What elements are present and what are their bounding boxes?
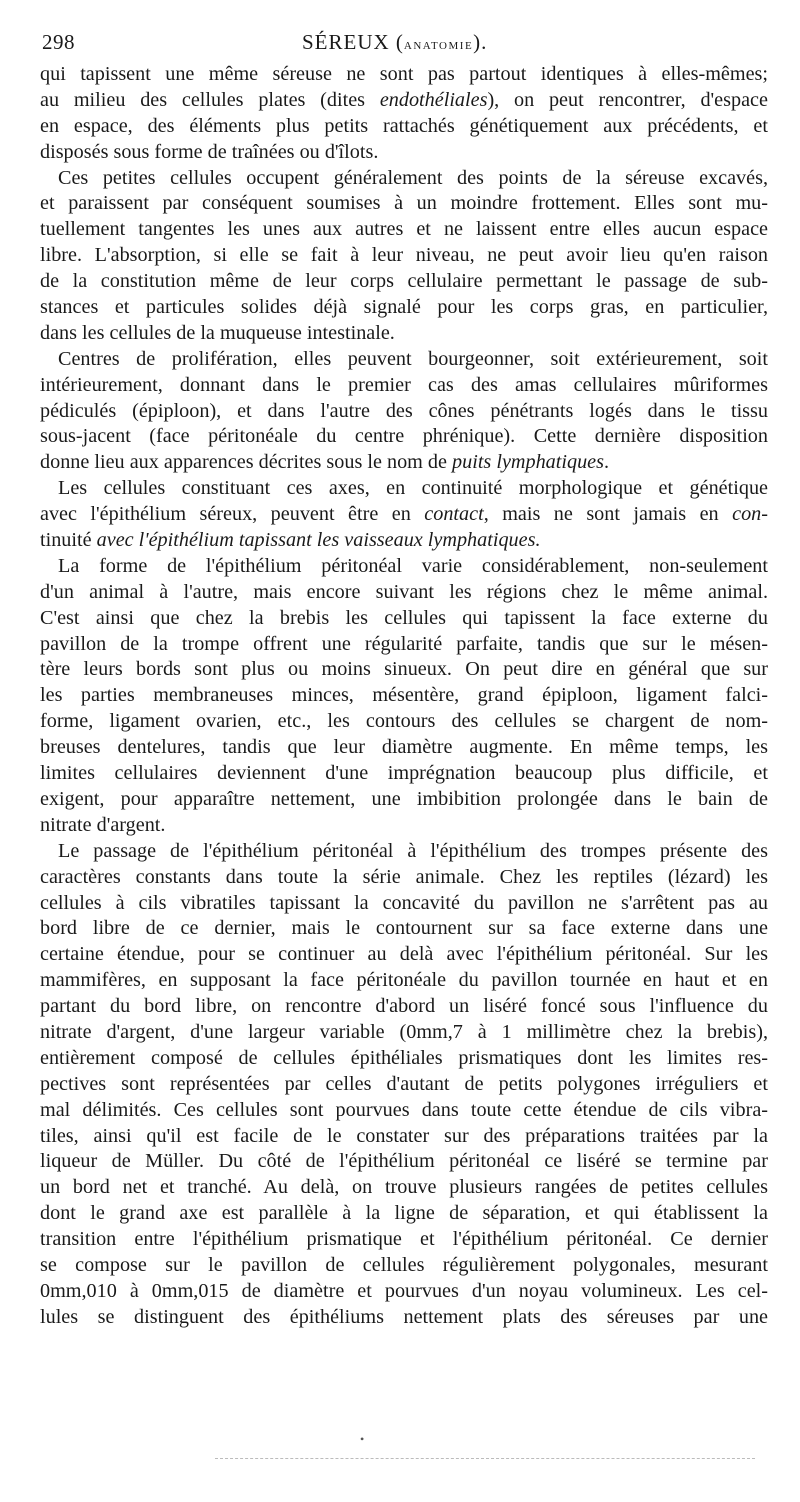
running-title-end: ). xyxy=(473,30,488,54)
text-line: et paraissent par conséquent soumises à un moindre frottement. Elles sont mu- xyxy=(40,192,768,215)
text-line: de la constitution même de leur corps cellulaire permettant le passage de sub- xyxy=(40,270,768,293)
text-line: bord libre de ce dernier, mais le contournent sur sa face externe dans une xyxy=(40,917,768,940)
italic-term: avec l'épithélium tapissant les vaisseaux lymphatiques. xyxy=(91,529,541,552)
text-line: La forme de l'épithélium péritonéal varie considérablement, non-seulement xyxy=(58,554,768,577)
running-title xyxy=(302,30,487,55)
text-line: certaine étendue, pour se continuer au delà avec l'épithélium péritonéal. Sur les xyxy=(40,943,768,966)
text-line: entièrement composé de cellules épithéliales prismatiques dont les limites res- xyxy=(40,1046,768,1069)
text-line: cellules à cils vibratiles tapissant la concavité du pavillon ne s'arrêtent pas au xyxy=(40,891,768,914)
text-line: se compose sur le pavillon de cellules régulièrement polygonales, mesurant xyxy=(40,1253,768,1276)
italic-term: con- xyxy=(732,503,768,526)
text-line: dont le grand axe est parallèle à la ligne de séparation, et qui établissent la xyxy=(40,1202,768,1225)
text-line: intérieurement, donnant dans le premier cas des amas cellulaires mûriformes xyxy=(40,373,768,396)
text-line: mal délimités. Ces cellules sont pourvues dans toute cette étendue de cils vibra- xyxy=(40,1098,768,1121)
text-line: les parties membraneuses minces, mésentère, grand épiploon, ligament falci- xyxy=(40,684,768,707)
text-line: tère leurs bords sont plus ou moins sinueux. On peut dire en général que sur xyxy=(40,658,768,681)
footer-divider xyxy=(215,1458,755,1461)
text-line: tuellement tangentes les unes aux autres et ne laissent entre elles aucun espace xyxy=(40,218,768,241)
text-line: en espace, des éléments plus petits rattachés génétiquement aux précédents, et xyxy=(40,114,768,137)
text-line: transition entre l'épithélium prismatique et l'épithélium péritonéal. Ce dernier xyxy=(40,1228,768,1251)
text-line: d'un animal à l'autre, mais encore suivant les régions chez le même animal. xyxy=(40,580,768,603)
text-line: caractères constants dans toute la série animale. Chez les reptiles (lézard) les xyxy=(40,865,768,888)
running-title-small-caps: anatomie xyxy=(403,37,474,53)
text-line: avec l'épithélium séreux, peuvent être en contact, mais ne sont jamais en con- xyxy=(40,503,768,526)
text-line: sous-jacent (face péritonéale du centre phrénique). Cette dernière disposition xyxy=(40,425,768,448)
text-line: dans les cellules de la muqueuse intestinale. xyxy=(40,321,395,344)
text-line: au milieu des cellules plates (dites endothéliales), on peut rencontrer, d'espace xyxy=(40,88,768,111)
text-line: exigent, pour apparaître nettement, une imbibition prolongée dans le bain de xyxy=(40,787,768,810)
text-line: stances et particules solides déjà signalé pour les corps gras, en particulier, xyxy=(40,296,768,319)
text-line: libre. L'absorption, si elle se fait à leur niveau, ne peut avoir lieu qu'en raison xyxy=(40,244,768,267)
text-line: donne lieu aux apparences décrites sous le nom de puits lymphatiques. xyxy=(40,451,610,474)
page-number: 298 xyxy=(42,30,75,54)
italic-term: puits lymphatiques xyxy=(452,451,604,474)
text-line: tinuité avec l'épithélium tapissant les vaisseaux lymphatiques. xyxy=(40,529,541,552)
italic-term: contact xyxy=(424,503,484,526)
text-line: Centres de prolifération, elles peuvent bourgeonner, soit extérieurement, soit xyxy=(58,347,768,370)
text-line: Le passage de l'épithélium péritonéal à l'épithélium des trompes présente des xyxy=(58,839,768,862)
footer-mark: • xyxy=(360,1432,365,1446)
text-line: nitrate d'argent. xyxy=(40,813,166,836)
text-line: disposés sous forme de traînées ou d'îlots. xyxy=(40,140,379,163)
running-header xyxy=(40,28,768,62)
text-line: Les cellules constituant ces axes, en continuité morphologique et génétique xyxy=(58,477,768,500)
text-line: 0mm,010 à 0mm,015 de diamètre et pourvues d'un noyau volumineux. Les cel- xyxy=(40,1279,768,1302)
italic-term: endothéliales xyxy=(379,88,488,111)
text-line: limites cellulaires deviennent d'une imprégnation beaucoup plus difficile, et xyxy=(40,762,768,785)
page xyxy=(40,28,768,1331)
text-line: mammifères, en supposant la face péritonéale du pavillon tournée en haut et en xyxy=(40,969,768,992)
text-line: qui tapissent une même séreuse ne sont pas partout identiques à elles-mêmes; xyxy=(40,63,768,85)
text-line: C'est ainsi que chez la brebis les cellules qui tapissent la face externe du xyxy=(40,606,768,629)
text-line: breuses dentelures, tandis que leur diamètre augmente. En même temps, les xyxy=(40,736,768,759)
text-line: partant du bord libre, on rencontre d'abord un liséré foncé sous l'influence du xyxy=(40,995,768,1018)
running-title-main: SÉREUX ( xyxy=(302,30,404,54)
text-line: pavillon de la trompe offrent une régularité parfaite, tandis que sur le mésen- xyxy=(40,632,768,655)
text-line: liqueur de Müller. Du côté de l'épithélium péritonéal ce liséré se termine par xyxy=(40,1150,768,1173)
text-line: forme, ligament ovarien, etc., les contours des cellules se chargent de nom- xyxy=(40,710,768,733)
body-text xyxy=(40,62,768,1331)
text-line: un bord net et tranché. Au delà, on trouve plusieurs rangées de petites cellules xyxy=(40,1176,768,1199)
text-line: pectives sont représentées par celles d'autant de petits polygones irréguliers et xyxy=(40,1072,768,1095)
text-line: tiles, ainsi qu'il est facile de le constater sur des préparations traitées par la xyxy=(40,1124,768,1147)
text-line: Ces petites cellules occupent généralement des points de la séreuse excavés, xyxy=(58,166,768,189)
text-line: lules se distinguent des épithéliums nettement plats des séreuses par une xyxy=(40,1305,768,1328)
text-line: nitrate d'argent, d'une largeur variable (0mm,7 à 1 millimètre chez la brebis), xyxy=(40,1020,768,1043)
text-line: pédiculés (épiploon), et dans l'autre des cônes pénétrants logés dans le tissu xyxy=(40,399,768,422)
